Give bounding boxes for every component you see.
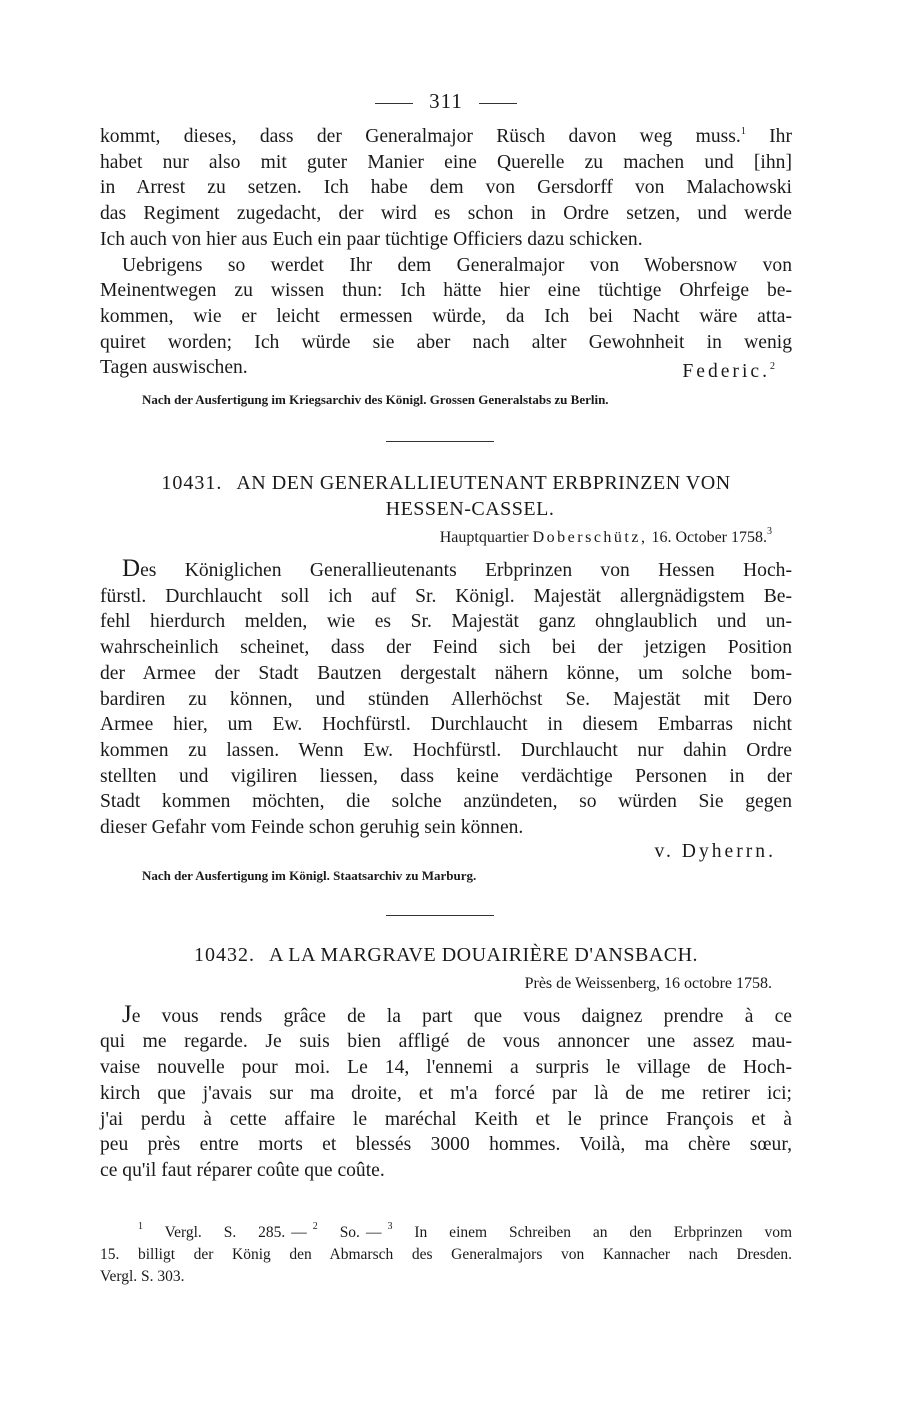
footnote-line: Vergl. S. 303.	[100, 1267, 185, 1285]
text-line: in Arrest zu setzen. Ich habe dem von Gersdorff von Malachowski	[100, 177, 792, 199]
footnote-ref: 1	[740, 126, 746, 137]
text-line: vaise nouvelle pour moi. Le 14, l'ennemi a surpris le village de Hoch-	[100, 1057, 792, 1079]
source-note: Nach der Ausfertigung im Kriegsarchiv des Königl. Grossen Generalstabs zu Berlin.	[142, 392, 609, 408]
text-line: habet nur also mit guter Manier eine Querelle zu machen und [ihn]	[100, 151, 792, 173]
signature: Federic.$^2$	[682, 361, 778, 383]
text-line: der Armee der Stadt Bautzen dergestalt nähern könne, um solche bom-	[100, 662, 792, 684]
text-line: kommen zu lassen. Wenn Ew. Hochfürstl. Durchlaucht nur dahin Ordre	[100, 739, 792, 761]
letter-body	[100, 1002, 792, 1184]
page-header	[100, 86, 792, 116]
text-line: Tagen auswischen. Federic.$^2$	[100, 355, 792, 381]
letter-number: 10431.	[161, 472, 223, 495]
text-line: kommen, wie er leicht ermessen würde, da Ich bei Nacht wäre atta-	[100, 305, 792, 327]
dateline: Près de Weissenberg, 16 octobre 1758.	[524, 974, 772, 992]
text-line: ce qu'il faut réparer coûte que coûte.	[100, 1159, 385, 1181]
letter-heading	[100, 470, 792, 522]
text-line: dieser Gefahr vom Feinde schon geruhig sein können.	[100, 817, 524, 839]
letter-heading	[100, 942, 792, 968]
text-line: bardiren zu können, und stünden Allerhöchst Se. Majestät mit Dero	[100, 688, 792, 710]
text-line: Stadt kommen möchten, die solche anzündeten, so würden Sie gegen	[100, 791, 792, 813]
text-line: j'ai perdu à cette affaire le maréchal Keith et le prince François et à	[100, 1108, 792, 1130]
text-line: kommt, dieses, dass der Generalmajor Rüsch davon weg muss.$^1$ Ihr	[100, 126, 792, 147]
letter-body	[100, 556, 792, 841]
header-dash-left	[375, 103, 413, 104]
text-line: Je vous rends grâce de la part que vous daignez prendre à ce	[122, 1000, 792, 1028]
text-line: das Regiment zugedacht, der wird es schon in Ordre setzen, und werde	[100, 203, 792, 225]
text-line: kirch que j'avais sur ma droite, et m'a forcé par là de me retirer ici;	[100, 1082, 792, 1104]
book-page	[100, 86, 792, 1288]
text-line: stellten und vigiliren liessen, dass keine verdächtige Personen in der	[100, 765, 792, 787]
text-line: Uebrigens so werdet Ihr dem Generalmajor von Wobersnow von	[122, 254, 792, 276]
text-line: peu près entre morts et blessés 3000 hommes. Voilà, ma chère sœur,	[100, 1134, 792, 1156]
page-number: 311	[429, 89, 463, 113]
text-line: fehl hierdurch melden, wie es Sr. Majestät ganz ohnglaublich und un-	[100, 611, 792, 633]
text-line: Ich auch von hier aus Euch ein paar tüchtige Officiers dazu schicken.	[100, 228, 643, 250]
footnotes	[100, 1222, 792, 1288]
text-line: qui me regarde. Je suis bien affligé de vous annoncer une assez mau-	[100, 1031, 792, 1053]
letter-title: A LA MARGRAVE DOUAIRIÈRE D'ANSBACH.	[268, 943, 699, 966]
letter-title-line2: HESSEN-CASSEL.	[385, 498, 555, 521]
dateline: Hauptquartier Doberschütz, 16. October 1758.$^3$	[439, 526, 772, 547]
initial-letter: J	[122, 1000, 132, 1028]
text-line: Des Königlichen Generallieutenants Erbprinzen von Hessen Hoch-	[122, 555, 792, 583]
letter-continuation	[100, 124, 792, 381]
initial-letter: D	[122, 555, 141, 583]
header-dash-right	[479, 103, 517, 104]
text-line: quiret worden; Ich würde sie aber nach alter Gewohnheit in wenig	[100, 331, 792, 353]
letter-number: 10432.	[193, 943, 255, 966]
text-line: Armee hier, um Ew. Hochfürstl. Durchlaucht in diesem Embarras nicht	[100, 714, 792, 736]
footnote-line: 15. billigt der König den Abmarsch des Generalmajors von Kannacher nach Dresden.	[100, 1245, 792, 1263]
text-line: fürstl. Durchlaucht soll ich auf Sr. Königl. Majestät allergnädigstem Be-	[100, 585, 792, 607]
signature: v. Dyherrn.	[654, 840, 776, 862]
footnote-line: $^1$ Vergl. S. 285. — $^2$ So. — $^3$ In einem Schreiben an den Erbprinzen vom	[138, 1220, 793, 1241]
text-line: Meinentwegen zu wissen thun: Ich hätte hier eine tüchtige Ohrfeige be-	[100, 280, 792, 302]
letter-title-line1: AN DEN GENERALLIEUTENANT ERBPRINZEN VON	[236, 472, 731, 495]
source-note: Nach der Ausfertigung im Königl. Staatsarchiv zu Marburg.	[142, 867, 477, 883]
text-line: wahrscheinlich scheinet, dass der Feind sich bei der jetzigen Position	[100, 637, 792, 659]
